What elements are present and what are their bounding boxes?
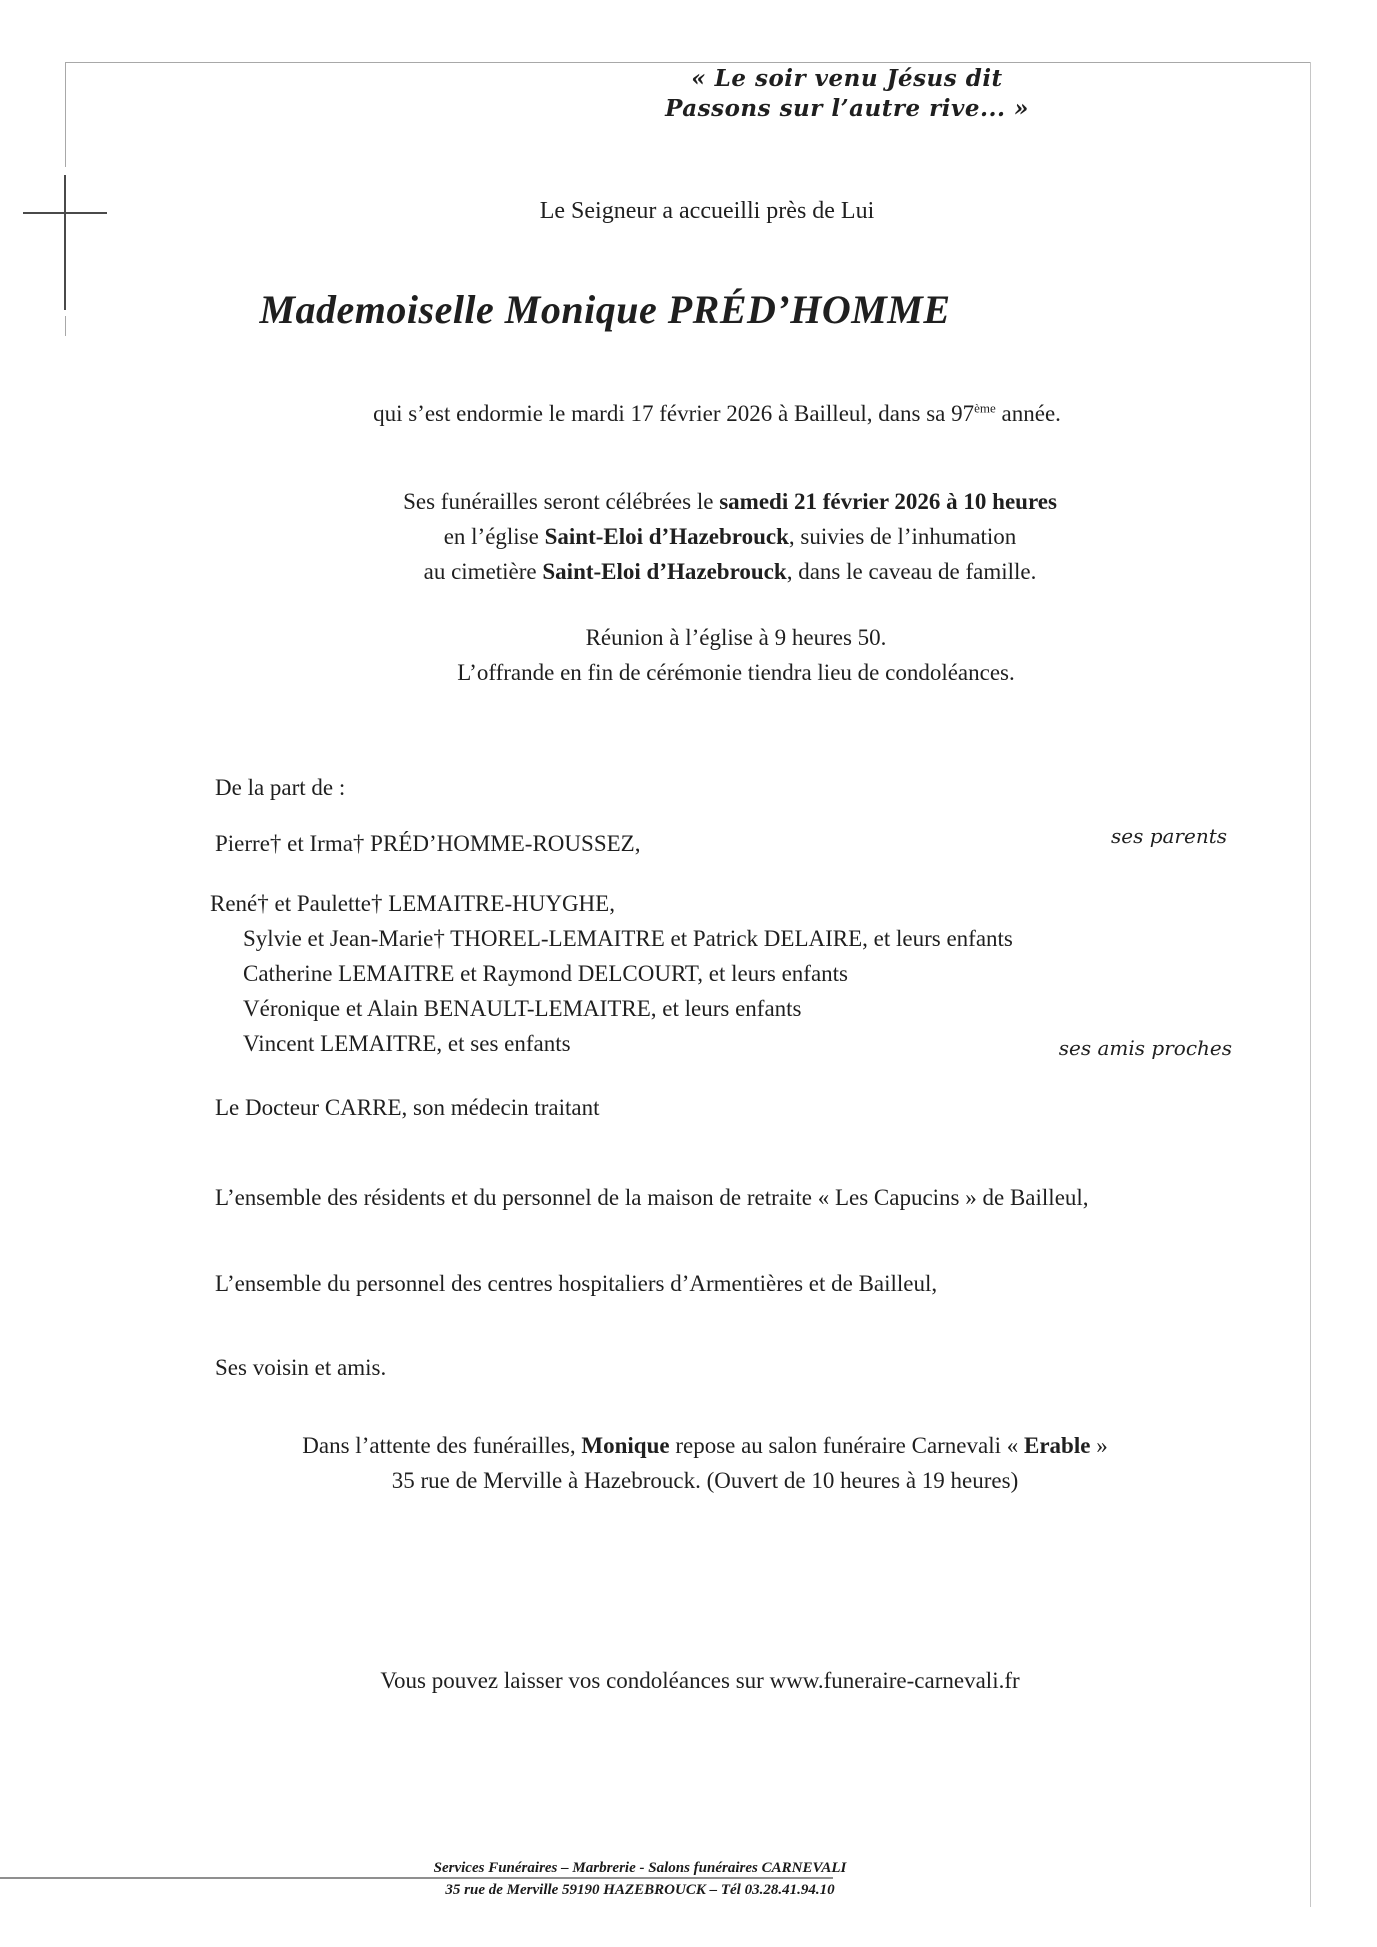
repose-name-bold: Monique xyxy=(581,1433,670,1458)
relative-line-1: Sylvie et Jean-Marie† THOREL-LEMAITRE et Patrick DELAIRE, et leurs enfants xyxy=(243,926,1013,951)
parents-line: Pierre† et Irma† PRÉD’HOMME-ROUSSEZ, xyxy=(215,831,641,856)
condolences-line: Vous pouvez laisser vos condoléances sur www.funeraire-carnevali.fr xyxy=(380,1668,1020,1693)
frame-top-line xyxy=(65,62,1311,63)
repose-salon-bold: Erable xyxy=(1024,1433,1091,1458)
death-line-suffix: année. xyxy=(995,401,1061,426)
repose-line-1-mid: repose au salon funéraire Carnevali « xyxy=(669,1433,1025,1458)
page-title: Mademoiselle Monique PRÉD’HOMME xyxy=(259,287,951,332)
reunion-line: Réunion à l’église à 9 heures 50. xyxy=(585,625,887,650)
relative-line-4: Vincent LEMAITRE, et ses enfants xyxy=(243,1031,571,1056)
footer-line-1: Services Funéraires – Marbrerie - Salons funéraires CARNEVALI xyxy=(433,1860,847,1876)
scripture-quote-line-1: « Le soir venu Jésus dit xyxy=(691,65,1003,92)
funeral-line-3 xyxy=(403,554,1057,589)
friends-relation-label: ses amis proches xyxy=(1058,1036,1232,1060)
death-line xyxy=(373,396,1061,431)
repose-line-2: 35 rue de Merville à Hazebrouck. (Ouvert de 10 heures à 19 heures) xyxy=(391,1468,1019,1493)
intro-line: Le Seigneur a accueilli près de Lui xyxy=(539,198,875,224)
neighbors-line: Ses voisin et amis. xyxy=(215,1355,387,1380)
frame-left-line xyxy=(65,63,66,167)
funeral-church-bold: Saint-Eloi d’Hazebrouck xyxy=(544,524,789,549)
death-line-ordinal-sup: ème xyxy=(974,400,996,416)
funeral-line-2-text: en l’église xyxy=(443,524,545,549)
death-line-prefix: qui s’est endormie le mardi 17 février 2026 à Bailleul, dans sa 97 xyxy=(373,401,975,426)
funeral-cemetery-bold: Saint-Eloi d’Hazebrouck xyxy=(542,559,787,584)
frame-left-line-dash xyxy=(65,316,66,336)
relative-line-2: Catherine LEMAITRE et Raymond DELCOURT, et leurs enfants xyxy=(243,961,848,986)
repose-line-1-prefix: Dans l’attente des funérailles, xyxy=(302,1433,582,1458)
funeral-line-1 xyxy=(403,484,1057,519)
funeral-line-1-text: Ses funérailles seront célébrées le xyxy=(403,489,720,514)
funeral-line-2-suffix: , suivies de l’inhumation xyxy=(788,524,1017,549)
funeral-line-2 xyxy=(403,519,1057,554)
footer-line-2: 35 rue de Merville 59190 HAZEBROUCK – Tél 03.28.41.94.10 xyxy=(445,1882,835,1898)
footer xyxy=(434,1857,847,1901)
relative-line-3: Véronique et Alain BENAULT-LEMAITRE, et leurs enfants xyxy=(243,996,802,1021)
funeral-date-bold: samedi 21 février 2026 à 10 heures xyxy=(719,489,1057,514)
offering-line: L’offrande en fin de cérémonie tiendra lieu de condoléances. xyxy=(457,660,1015,685)
residence-line: L’ensemble des résidents et du personnel de la maison de retraite « Les Capucins » de Bailleul, xyxy=(215,1185,1089,1210)
from-heading: De la part de : xyxy=(215,775,346,800)
siblings-line: René† et Paulette† LEMAITRE-HUYGHE, xyxy=(210,891,615,916)
cross-vertical-bar xyxy=(64,175,66,310)
repose-notice xyxy=(302,1428,1107,1498)
repose-line-1 xyxy=(302,1428,1107,1463)
funeral-details xyxy=(403,484,1057,589)
parents-relation-label: ses parents xyxy=(1110,824,1227,848)
doctor-line: Le Docteur CARRE, son médecin traitant xyxy=(215,1095,600,1120)
funeral-line-3-suffix: , dans le caveau de famille. xyxy=(786,559,1037,584)
funeral-line-3-text: au cimetière xyxy=(423,559,543,584)
cross-horizontal-bar xyxy=(23,212,107,214)
scripture-quote-line-2: Passons sur l’autre rive... » xyxy=(665,95,1029,122)
scripture-quote xyxy=(665,64,1029,124)
frame-right-line xyxy=(1310,62,1311,1907)
ceremony-notes xyxy=(457,620,1015,690)
repose-line-1-suffix: » xyxy=(1090,1433,1108,1458)
hospital-line: L’ensemble du personnel des centres hospitaliers d’Armentières et de Bailleul, xyxy=(215,1271,938,1296)
